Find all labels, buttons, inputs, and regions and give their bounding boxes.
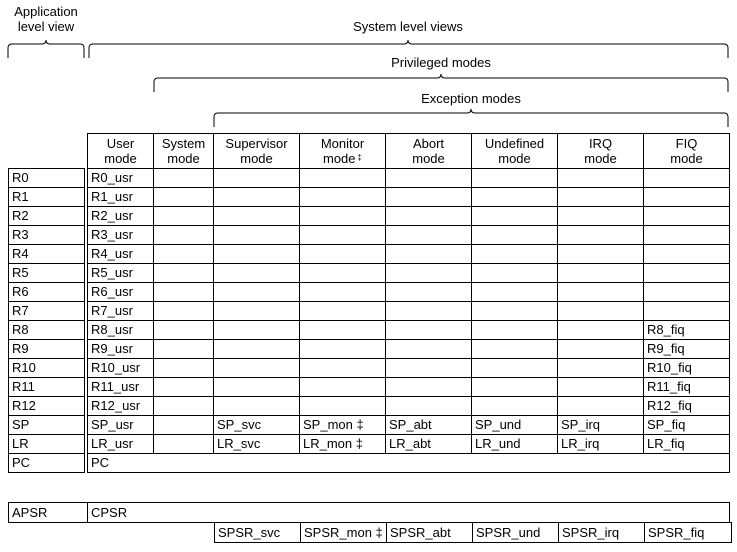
register-cell <box>558 302 644 321</box>
register-cell <box>154 169 214 188</box>
register-cell <box>644 169 730 188</box>
register-cell <box>154 188 214 207</box>
register-cell: SP_irq <box>558 416 644 435</box>
cpsr-label: CPSR <box>91 505 128 520</box>
app-register-row <box>9 226 85 245</box>
register-cell: R12_usr <box>88 397 154 416</box>
mode-header-line2: mode <box>240 151 273 166</box>
register-cell <box>644 283 730 302</box>
mode-header-line1: Undefined <box>484 136 545 151</box>
spsr-cell: SPSR_abt <box>386 522 473 543</box>
register-cell <box>472 378 558 397</box>
spsr-cell: SPSR_irq <box>558 522 645 543</box>
register-cell <box>386 245 472 264</box>
register-cell <box>154 340 214 359</box>
app-register-row <box>9 302 85 321</box>
mode-header-cell <box>214 134 300 169</box>
register-row <box>88 397 730 416</box>
register-cell <box>386 397 472 416</box>
app-register-row <box>9 188 85 207</box>
register-cell <box>300 169 386 188</box>
register-cell <box>300 302 386 321</box>
app-register-column <box>8 168 85 473</box>
register-row <box>88 302 730 321</box>
register-cell <box>558 321 644 340</box>
mode-header-cell <box>300 134 386 169</box>
register-cell <box>644 302 730 321</box>
register-cell <box>214 397 300 416</box>
app-register-row <box>9 245 85 264</box>
register-row <box>88 188 730 207</box>
register-cell <box>386 302 472 321</box>
exception-modes-label: Exception modes <box>421 91 521 106</box>
register-cell <box>644 264 730 283</box>
app-register-cell: PC <box>9 454 85 473</box>
register-cell <box>558 283 644 302</box>
mode-header-line1: FIQ <box>675 136 698 151</box>
register-cell <box>558 169 644 188</box>
register-cell: R7_usr <box>88 302 154 321</box>
register-cell <box>472 226 558 245</box>
register-cell <box>154 302 214 321</box>
register-row <box>88 207 730 226</box>
mode-header-line2: mode <box>498 151 531 166</box>
apsr-box <box>8 502 88 523</box>
register-cell <box>214 302 300 321</box>
mode-header-line1: Supervisor <box>225 136 288 151</box>
register-cell <box>214 340 300 359</box>
register-cell <box>558 340 644 359</box>
register-cell <box>300 359 386 378</box>
register-cell: SP_mon ‡ <box>300 416 386 435</box>
register-cell <box>154 207 214 226</box>
register-cell <box>472 302 558 321</box>
register-cell <box>214 226 300 245</box>
app-register-cell: SP <box>9 416 85 435</box>
register-cell <box>154 226 214 245</box>
app-register-cell: R12 <box>9 397 85 416</box>
register-cell <box>154 378 214 397</box>
register-cell <box>558 188 644 207</box>
register-cell: R9_usr <box>88 340 154 359</box>
register-cell <box>300 226 386 245</box>
app-register-cell: R11 <box>9 378 85 397</box>
mode-header-line1: IRQ <box>588 136 613 151</box>
register-cell: R8_fiq <box>644 321 730 340</box>
register-row <box>88 454 730 473</box>
register-cell: LR_mon ‡ <box>300 435 386 454</box>
register-cell <box>154 264 214 283</box>
register-cell <box>558 245 644 264</box>
register-cell <box>386 264 472 283</box>
mode-header-line2: mode ‡ <box>323 151 362 166</box>
app-register-table <box>8 168 85 473</box>
app-register-row <box>9 340 85 359</box>
app-register-row <box>9 378 85 397</box>
register-cell <box>558 207 644 226</box>
register-cell: SP_svc <box>214 416 300 435</box>
register-cell: R10_usr <box>88 359 154 378</box>
app-register-row <box>9 169 85 188</box>
spsr-cell: SPSR_svc <box>214 522 301 543</box>
register-cell <box>214 264 300 283</box>
spsr-cell: SPSR_mon ‡ <box>300 522 387 543</box>
app-register-cell: R7 <box>9 302 85 321</box>
register-cell <box>214 245 300 264</box>
register-cell: R11_fiq <box>644 378 730 397</box>
register-cell <box>300 378 386 397</box>
register-cell <box>214 378 300 397</box>
register-cell: R11_usr <box>88 378 154 397</box>
register-cell <box>558 397 644 416</box>
mode-header-line2: mode <box>167 151 200 166</box>
mode-header-line1: User <box>106 136 135 151</box>
register-cell <box>300 397 386 416</box>
register-cell <box>214 283 300 302</box>
register-row <box>88 226 730 245</box>
register-cell: PC <box>88 454 730 473</box>
app-register-cell: R1 <box>9 188 85 207</box>
register-cell: R12_fiq <box>644 397 730 416</box>
register-cell <box>644 245 730 264</box>
app-register-cell: R3 <box>9 226 85 245</box>
app-register-row <box>9 397 85 416</box>
register-cell <box>558 264 644 283</box>
register-cell <box>558 359 644 378</box>
register-cell: R2_usr <box>88 207 154 226</box>
register-cell <box>154 397 214 416</box>
register-cell: R5_usr <box>88 264 154 283</box>
register-row <box>88 169 730 188</box>
spsr-cell: SPSR_und <box>472 522 559 543</box>
register-row <box>88 435 730 454</box>
register-cell: R0_usr <box>88 169 154 188</box>
register-cell: LR_fiq <box>644 435 730 454</box>
register-cell <box>386 207 472 226</box>
mode-header-line1: Monitor <box>320 136 365 151</box>
mode-header-cell <box>154 134 214 169</box>
register-cell: R8_usr <box>88 321 154 340</box>
mode-header-line2: mode <box>584 151 617 166</box>
mode-header-line2: mode <box>104 151 137 166</box>
register-cell <box>472 264 558 283</box>
register-cell: LR_irq <box>558 435 644 454</box>
app-register-row <box>9 435 85 454</box>
register-cell <box>472 321 558 340</box>
register-cell <box>644 188 730 207</box>
register-cell <box>472 359 558 378</box>
system-register-column <box>87 133 730 473</box>
app-register-row <box>9 454 85 473</box>
register-cell: SP_fiq <box>644 416 730 435</box>
register-cell <box>386 169 472 188</box>
application-level-view-label: Application level view <box>14 4 78 34</box>
apsr-label: APSR <box>12 505 48 520</box>
register-cell <box>644 207 730 226</box>
app-register-row <box>9 321 85 340</box>
mode-header-cell <box>386 134 472 169</box>
system-brace <box>89 40 728 58</box>
register-row <box>88 340 730 359</box>
register-cell <box>386 321 472 340</box>
register-cell <box>472 397 558 416</box>
app-register-row <box>9 416 85 435</box>
exception-brace <box>214 109 728 127</box>
spsr-cell: SPSR_fiq <box>644 522 732 543</box>
register-cell <box>386 226 472 245</box>
register-cell <box>214 169 300 188</box>
register-cell <box>472 169 558 188</box>
register-cell <box>154 321 214 340</box>
register-cell <box>472 340 558 359</box>
register-row <box>88 283 730 302</box>
privileged-modes-label: Privileged modes <box>391 55 491 70</box>
register-cell <box>300 188 386 207</box>
app-register-row <box>9 283 85 302</box>
register-cell <box>300 207 386 226</box>
register-cell <box>644 226 730 245</box>
register-cell: LR_und <box>472 435 558 454</box>
app-register-cell: R4 <box>9 245 85 264</box>
app-register-cell: R5 <box>9 264 85 283</box>
app-register-cell: R2 <box>9 207 85 226</box>
register-cell <box>154 359 214 378</box>
register-cell <box>300 283 386 302</box>
register-cell: R4_usr <box>88 245 154 264</box>
register-cell <box>214 188 300 207</box>
register-cell <box>154 245 214 264</box>
register-cell: LR_usr <box>88 435 154 454</box>
privileged-brace <box>154 74 728 92</box>
register-cell: LR_svc <box>214 435 300 454</box>
register-cell <box>386 340 472 359</box>
register-row <box>88 359 730 378</box>
app-register-cell: R6 <box>9 283 85 302</box>
register-cell: R6_usr <box>88 283 154 302</box>
register-cell: SP_und <box>472 416 558 435</box>
register-cell <box>154 416 214 435</box>
register-cell <box>214 207 300 226</box>
app-register-cell: R9 <box>9 340 85 359</box>
mode-header-cell <box>558 134 644 169</box>
register-cell <box>300 245 386 264</box>
register-cell: R3_usr <box>88 226 154 245</box>
application-brace <box>8 40 84 58</box>
register-cell <box>472 188 558 207</box>
mode-header-cell <box>644 134 730 169</box>
register-cell <box>386 283 472 302</box>
register-cell <box>300 264 386 283</box>
app-register-cell: LR <box>9 435 85 454</box>
app-register-cell: R10 <box>9 359 85 378</box>
register-cell <box>154 283 214 302</box>
register-row <box>88 378 730 397</box>
mode-header-row <box>88 134 730 169</box>
register-cell <box>386 359 472 378</box>
cpsr-box <box>87 502 730 523</box>
app-register-row <box>9 264 85 283</box>
app-register-cell: R8 <box>9 321 85 340</box>
system-register-table <box>87 133 730 473</box>
register-cell <box>300 340 386 359</box>
register-row <box>88 245 730 264</box>
register-cell <box>300 321 386 340</box>
mode-header-line2: mode <box>670 151 703 166</box>
register-cell: R9_fiq <box>644 340 730 359</box>
app-register-row <box>9 359 85 378</box>
register-cell <box>558 226 644 245</box>
system-level-views-label: System level views <box>353 19 463 34</box>
register-cell: LR_abt <box>386 435 472 454</box>
mode-header-cell <box>472 134 558 169</box>
register-cell: R10_fiq <box>644 359 730 378</box>
mode-header-line1: Abort <box>412 136 445 151</box>
footnote-mark: ‡ <box>357 153 362 162</box>
mode-header-line1: System <box>161 136 206 151</box>
app-register-cell: R0 <box>9 169 85 188</box>
app-register-row <box>9 207 85 226</box>
register-cell <box>472 245 558 264</box>
mode-header-cell <box>88 134 154 169</box>
register-cell: SP_usr <box>88 416 154 435</box>
register-row <box>88 264 730 283</box>
register-cell <box>214 321 300 340</box>
register-cell <box>386 188 472 207</box>
header-braces <box>0 0 737 140</box>
mode-header-line2: mode <box>412 151 445 166</box>
register-row <box>88 321 730 340</box>
register-cell <box>214 359 300 378</box>
register-cell <box>386 378 472 397</box>
register-row <box>88 416 730 435</box>
register-cell: SP_abt <box>386 416 472 435</box>
register-cell: R1_usr <box>88 188 154 207</box>
register-cell <box>472 207 558 226</box>
register-cell <box>558 378 644 397</box>
register-cell <box>154 435 214 454</box>
register-cell <box>472 283 558 302</box>
